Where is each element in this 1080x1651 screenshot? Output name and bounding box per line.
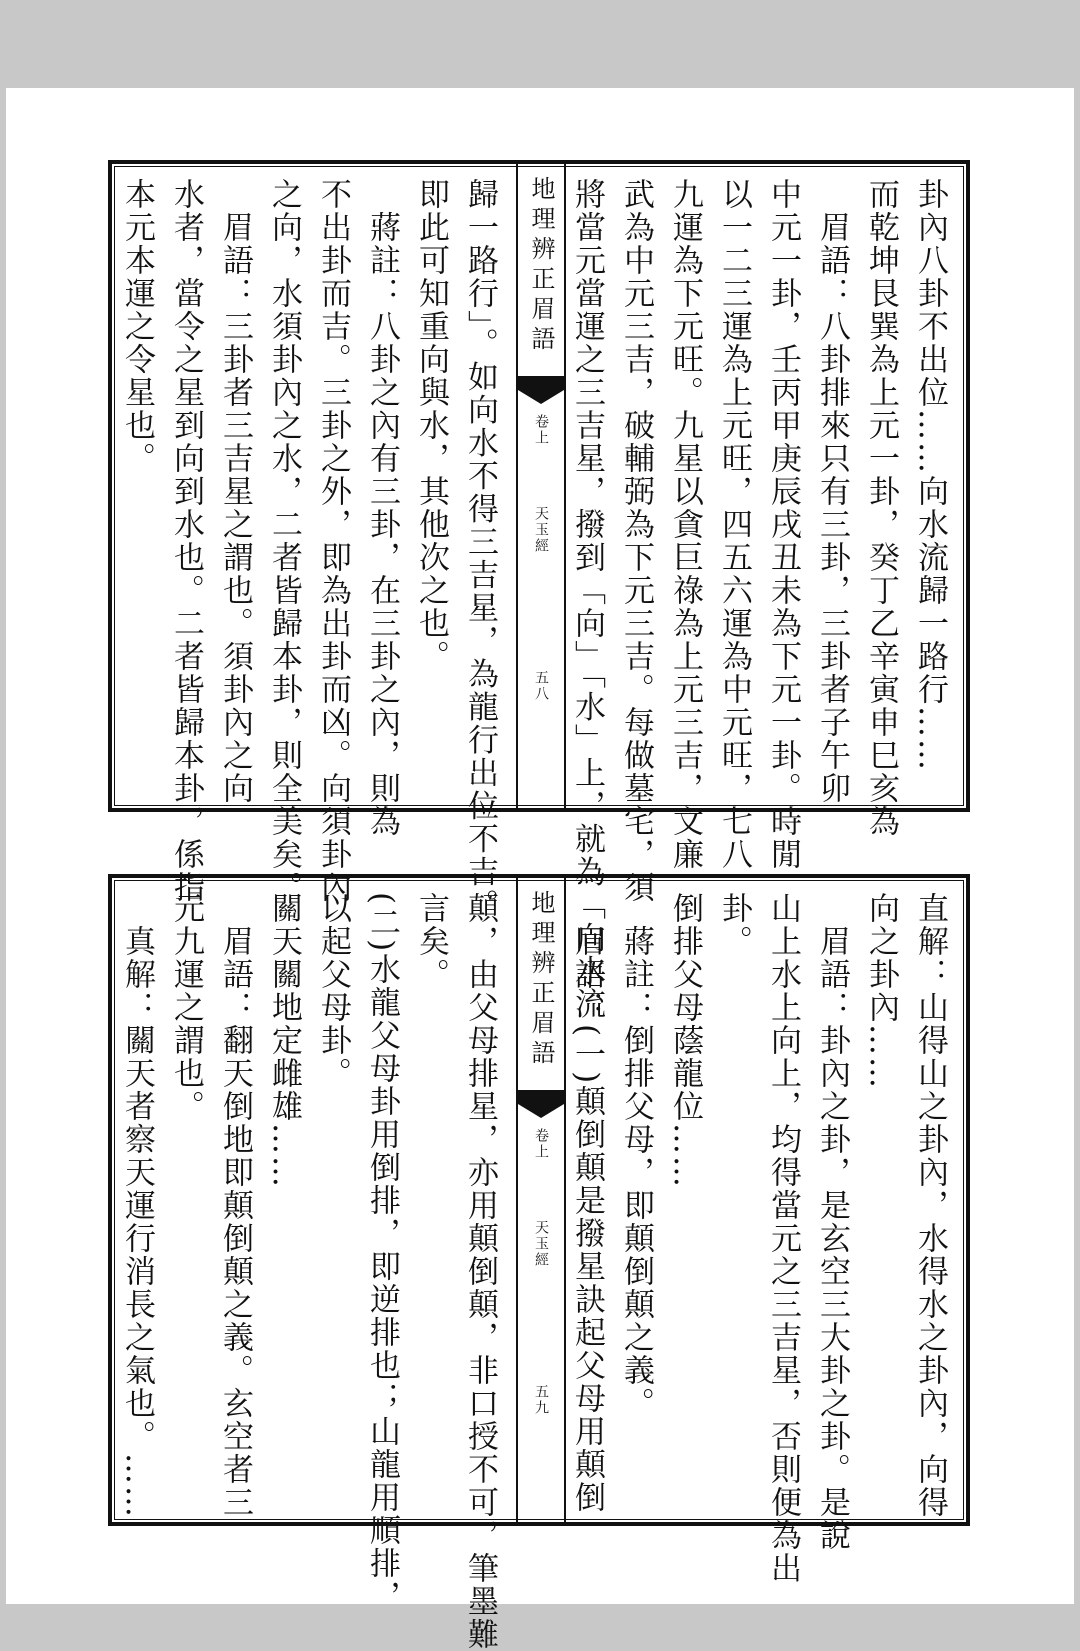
text-column: 不出卦而吉。三卦之外，即為出卦而凶。向須卦內 [315, 178, 351, 904]
page-number: 五八 [533, 670, 549, 702]
text-column: 之向，水須卦內之水，二者皆歸本卦，則全美矣。 [266, 178, 302, 904]
text-block-left [119, 892, 504, 1651]
text-column: 卦。 [716, 892, 752, 958]
text-column: 顛，由父母排星，亦用顛倒顛，非口授不可，筆墨難 [462, 892, 498, 1651]
text-block-left [119, 178, 504, 922]
text-column: 關天關地定雌雄…… [266, 892, 302, 1189]
text-column: (二)水龍父母卦用倒排，即逆排也；山龍用順排， [364, 892, 400, 1614]
spine-book: 天玉經 [533, 506, 549, 554]
fish-tail-ornament [518, 376, 564, 390]
spine-book: 天玉經 [533, 1220, 549, 1268]
text-column: 蔣註：八卦之內有三卦，在三卦之內，則為 [364, 178, 400, 838]
spine-title: 地理辨正眉語 [527, 176, 555, 356]
page-number: 五九 [533, 1384, 549, 1416]
text-column: 九運為下元旺。九星以貪巨祿為上元三吉，文廉 [667, 178, 703, 871]
text-column: 水者，當令之星到向到水也。二者皆歸本卦，係指 [168, 178, 204, 904]
text-column: 歸一路行」。如向水不得三吉星，為龍行出位不吉。 [462, 178, 498, 922]
folio-bottom [108, 874, 970, 1651]
text-block-right [569, 892, 954, 1585]
text-column: 言矣。 [413, 892, 449, 991]
text-column: 山上水上向上，均得當元之三吉星，否則便為出 [765, 892, 801, 1585]
spine-volume: 卷上 [533, 1128, 549, 1160]
spine-title: 地理辨正眉語 [527, 890, 555, 1070]
text-column: 本元本運之令星也。 [119, 178, 155, 475]
text-column: 真解：關天者察天運行消長之氣也。…… [119, 892, 155, 1519]
text-column: 中元一卦，壬丙甲庚辰戌丑未為下元一卦。時閒 [765, 178, 801, 871]
text-column: 眉語：(一)顛倒顛是撥星訣起父母用顛倒 [569, 892, 605, 1515]
text-column: 將當元當運之三吉星，撥到「向」「水」上，就為「向水流 [569, 178, 605, 1021]
text-column: 眉語：三卦者三吉星之謂也。須卦內之向 [217, 178, 253, 805]
text-column: 向之卦內…… [863, 892, 899, 1090]
fish-tail-ornament [518, 1090, 564, 1104]
text-column: 蔣註：倒排父母，即顛倒顛之義。 [618, 892, 654, 1420]
text-column: 元九運之謂也。 [168, 892, 204, 1123]
text-column: 而乾坤艮巽為上元一卦，癸丁乙辛寅申巳亥為 [863, 178, 899, 838]
text-column: 以起父母卦。 [315, 892, 351, 1090]
text-column: 卦內八卦不出位……向水流歸一路行…… [912, 178, 948, 772]
text-column: 以一二三運為上元旺，四五六運為中元旺，七八 [716, 178, 752, 871]
spine-volume: 卷上 [533, 414, 549, 446]
text-column: 直解：山得山之卦內，水得水之卦內，向得 [912, 892, 948, 1519]
spine-column [516, 164, 566, 808]
text-column: 眉語：卦內之卦，是玄空三大卦之卦。是說 [814, 892, 850, 1552]
text-column: 倒排父母蔭龍位…… [667, 892, 703, 1189]
spine-column [516, 878, 566, 1522]
text-column: 眉語：翻天倒地即顛倒顛之義。玄空者三 [217, 892, 253, 1519]
text-column: 即此可知重向與水，其他次之也。 [413, 178, 449, 673]
text-column: 眉語：八卦排來只有三卦，三卦者子午卯 [814, 178, 850, 805]
text-column: 武為中元三吉，破輔弼為下元三吉。每做墓宅，須 [618, 178, 654, 904]
